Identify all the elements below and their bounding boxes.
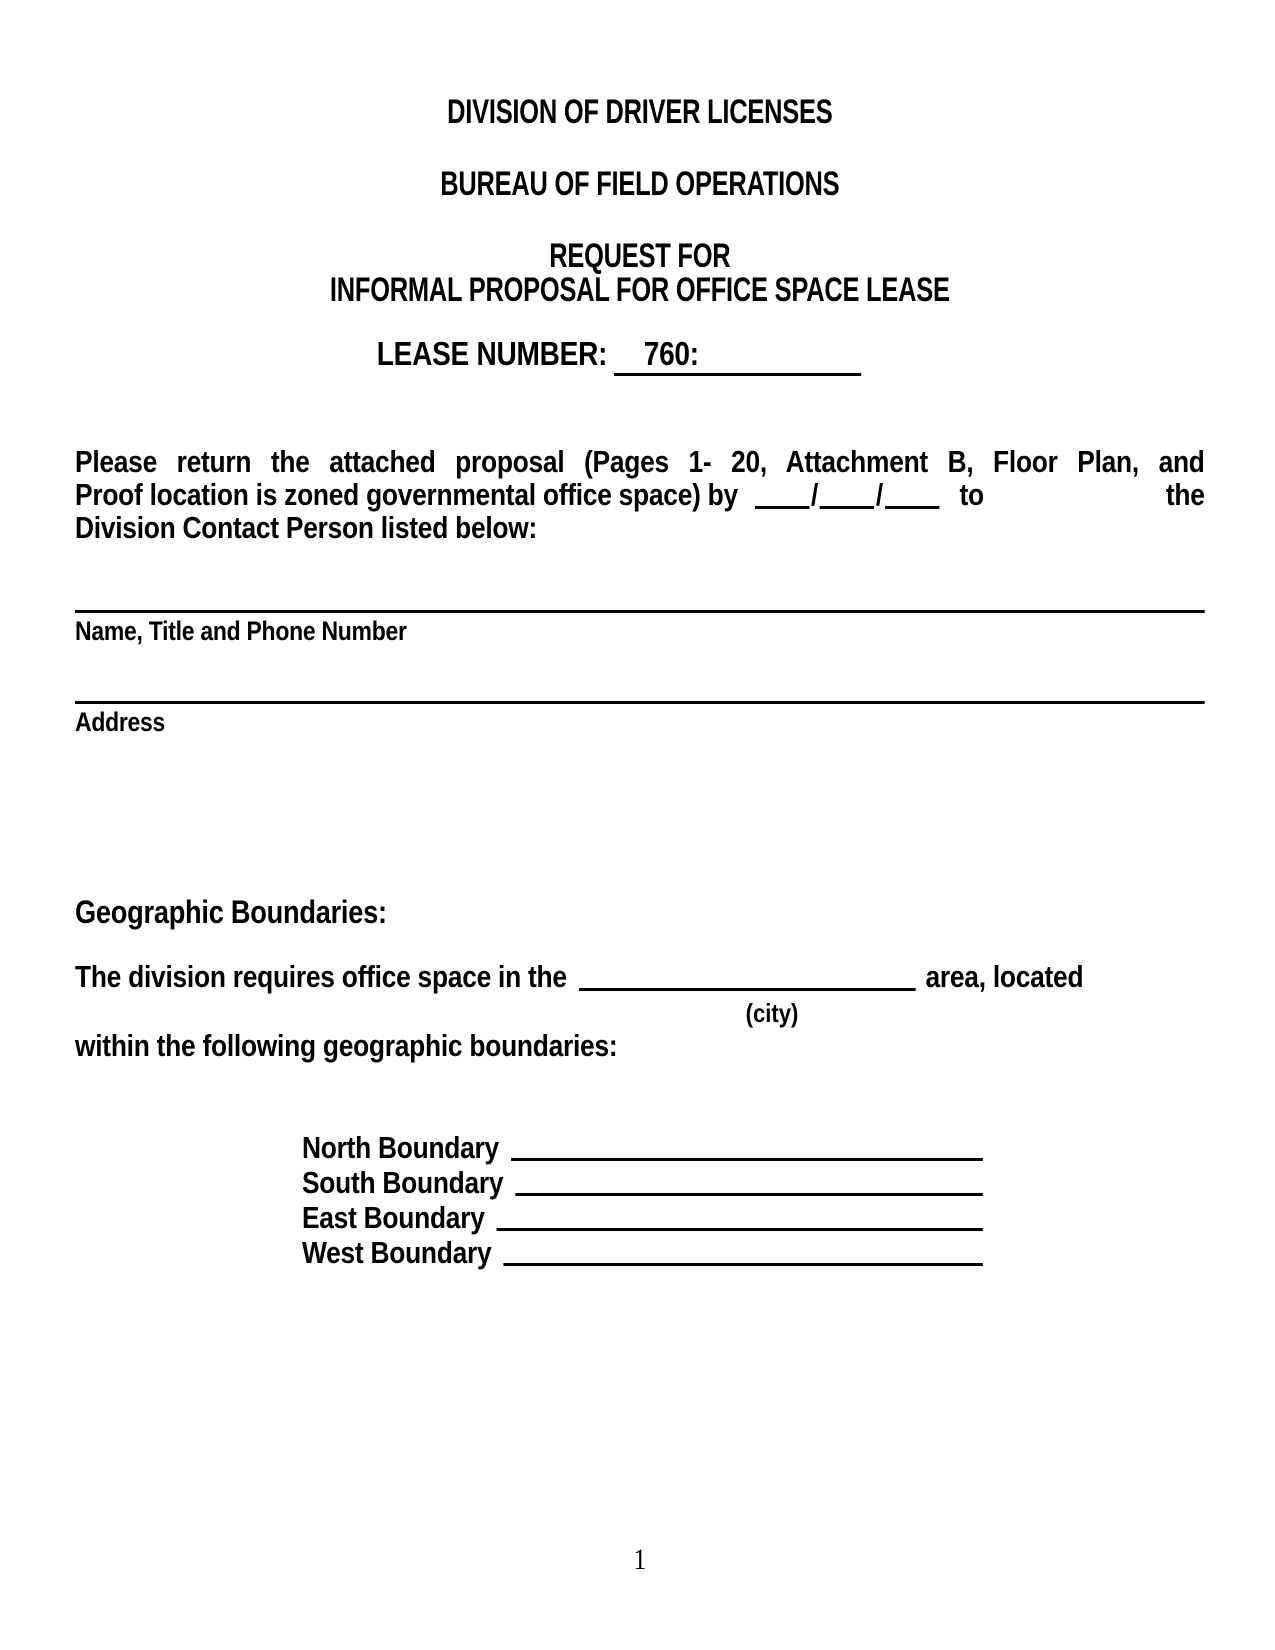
geo-sentence-line2: within the following geographic boundaries: bbox=[75, 1028, 618, 1063]
intro-line2-prefix: Proof location is zoned governmental office space) by bbox=[75, 477, 738, 512]
boundary-list bbox=[75, 1130, 1205, 1270]
division-title: DIVISION OF DRIVER LICENSES bbox=[447, 93, 833, 131]
request-title-line1: REQUEST FOR bbox=[549, 237, 731, 275]
lease-number-blank[interactable] bbox=[614, 337, 861, 376]
date-separator: / bbox=[811, 477, 819, 512]
city-fill-blank[interactable] bbox=[579, 988, 916, 991]
geographic-boundaries-heading: Geographic Boundaries: bbox=[75, 894, 387, 930]
intro-line1: Please return the attached proposal (Pages 1- 20, Attachment B, Floor Plan, and bbox=[75, 444, 1205, 479]
intro-line2-to: to bbox=[959, 477, 984, 512]
bureau-title: BUREAU OF FIELD OPERATIONS bbox=[440, 165, 840, 203]
city-label: (city) bbox=[745, 998, 799, 1028]
east-boundary-label: East Boundary bbox=[301, 1200, 485, 1235]
lease-number-label: LEASE NUMBER: bbox=[376, 335, 608, 372]
intro-line2 bbox=[75, 478, 1205, 511]
date-year-blank[interactable] bbox=[885, 506, 939, 509]
lease-number-value: 760: bbox=[643, 335, 699, 372]
geo-sentence-suffix: area, located bbox=[925, 959, 1084, 994]
intro-paragraph bbox=[75, 445, 1205, 544]
contact-name-fill-line[interactable] bbox=[75, 610, 1205, 613]
contact-name-label: Name, Title and Phone Number bbox=[75, 616, 407, 646]
east-boundary-blank[interactable] bbox=[496, 1228, 982, 1231]
contact-address-label: Address bbox=[75, 707, 166, 737]
boundary-row-south bbox=[302, 1165, 983, 1200]
lease-number-row bbox=[75, 337, 1205, 377]
intro-line3: Division Contact Person listed below: bbox=[75, 510, 538, 545]
city-caption-row bbox=[75, 999, 1205, 1027]
geo-sentence-line1 bbox=[75, 960, 1205, 993]
south-boundary-blank[interactable] bbox=[515, 1193, 983, 1196]
document-content bbox=[75, 0, 1205, 1577]
boundary-row-north bbox=[302, 1130, 983, 1165]
boundary-row-west bbox=[302, 1235, 983, 1270]
south-boundary-label: South Boundary bbox=[301, 1165, 504, 1200]
intro-line2-the: the bbox=[1165, 477, 1205, 512]
date-separator: / bbox=[875, 477, 883, 512]
date-day-blank[interactable] bbox=[820, 506, 874, 509]
geo-sentence-prefix: The division requires office space in the bbox=[75, 959, 567, 994]
west-boundary-label: West Boundary bbox=[301, 1235, 492, 1270]
boundary-row-east bbox=[302, 1200, 983, 1235]
contact-address-fill-line[interactable] bbox=[75, 701, 1205, 704]
page-number: 1 bbox=[633, 1543, 647, 1576]
request-title-line2: INFORMAL PROPOSAL FOR OFFICE SPACE LEASE bbox=[329, 271, 950, 309]
north-boundary-label: North Boundary bbox=[301, 1130, 499, 1165]
north-boundary-blank[interactable] bbox=[511, 1158, 983, 1161]
date-month-blank[interactable] bbox=[755, 506, 809, 509]
west-boundary-blank[interactable] bbox=[503, 1263, 982, 1266]
